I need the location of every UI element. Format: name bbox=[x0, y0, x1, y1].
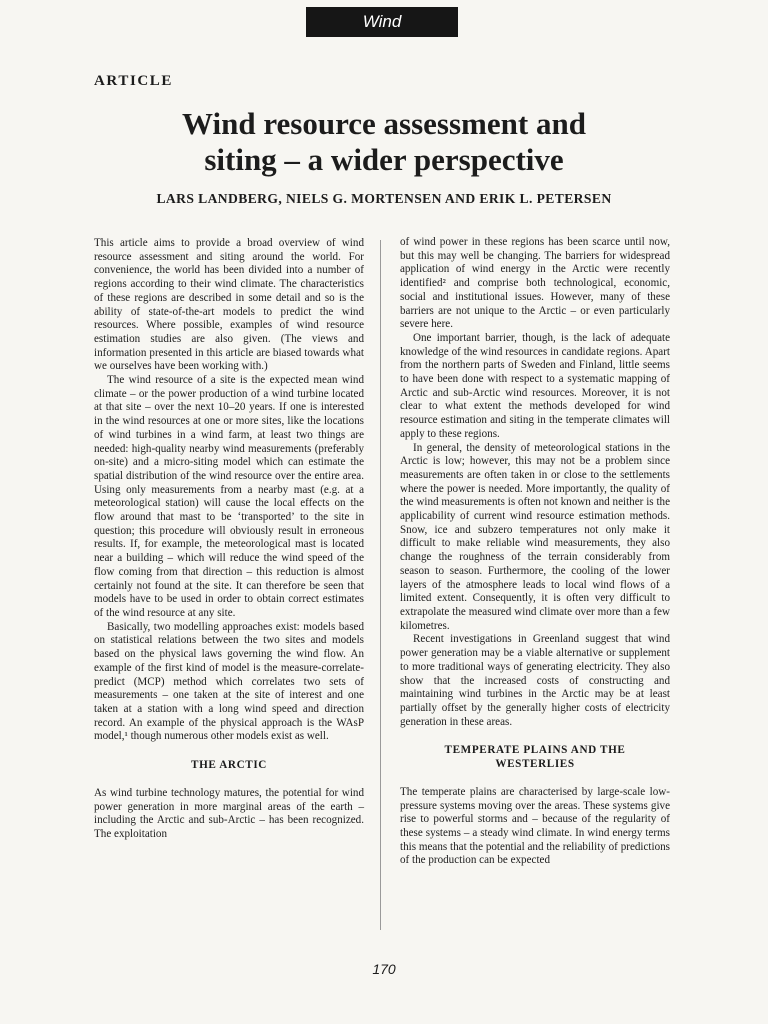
body-paragraph: As wind turbine technology matures, the potential for wind power generation in more marginal areas of the earth – including the Arctic and sub-Arctic – has been recognized. The exploitation bbox=[94, 786, 364, 840]
page-number: 170 bbox=[372, 961, 396, 977]
section-heading-temperate-plains bbox=[400, 744, 670, 772]
left-column bbox=[94, 237, 364, 842]
right-column bbox=[400, 236, 670, 868]
body-paragraph: In general, the density of meteorological stations in the Arctic is low; however, this may not be a problem since measurements are often taken in or close to the settlements where the power is needed. More importantly, the quality of the wind measurements is often not known and neither is the applicability of current wind resource estimation methods. Snow, ice and subzero temperatures not only make it difficult to make reliable wind measurements, they also change the roughness of the terrain considerably from season to season. Furthermore, the cooling of the lower layers of the atmosphere leads to local wind flows of a limited extent. Consequently, it is often very difficult to extrapolate the measured wind climate over more than a few kilometres. bbox=[400, 441, 670, 632]
body-paragraph: This article aims to provide a broad overview of wind resource assessment and siting around the world. For convenience, the world has been divided into a number of regions according to their wind climate. The characteristics of these regions are described in some detail and so is the ability of state-of-the-art models to predict the wind resources. Where possible, examples of wind resource estimation studies are also given. (The views and information presented in this article are biased towards what we ourselves have been working with.) bbox=[94, 237, 364, 373]
title-line-2: siting – a wider perspective bbox=[204, 142, 564, 177]
title-line-1: Wind resource assessment and bbox=[182, 106, 586, 141]
body-paragraph: of wind power in these regions has been scarce until now, but this may well be changing. The barriers for widespread application of wind energy in the Arctic were recently identified² and comprise both technological, economic, social and institutional issues. However, many of these barriers are not unique to the Arctic – or even particularly severe here. bbox=[400, 236, 670, 331]
section-header-box bbox=[306, 7, 458, 37]
section-heading-arctic: THE ARCTIC bbox=[191, 759, 267, 772]
body-paragraph: Recent investigations in Greenland suggest that wind power generation may be a viable alternative or supplement to more traditional ways of generating electricity. They also show that the increased costs of constructing and maintaining wind turbines in the Arctic may be at least partially offset by the generally higher costs of electricity generation in these areas. bbox=[400, 633, 670, 728]
column-divider bbox=[380, 240, 381, 930]
body-paragraph: Basically, two modelling approaches exist: models based on statistical relations between the two sites and models based on the physical laws governing the wind flow. An example of the first kind of model is the measure-correlate-predict (MCP) method which correlates two sets of measurements – one taken at the site of interest and one taken at a station with a long wind speed and direction record. An example of the physical approach is the WAsP model,¹ though numerous other models exist as well. bbox=[94, 620, 364, 743]
body-paragraph: One important barrier, though, is the lack of adequate knowledge of the wind resources in candidate regions. Apart from the northern parts of Sweden and Finland, little seems to have been done with respect to a systematic mapping of Arctic and sub-Arctic wind resources. Moreover, it is not clear to what extent the methods developed for wind resource estimation and siting in the temperate climates will apply to these regions. bbox=[400, 331, 670, 440]
body-paragraph: The temperate plains are characterised by large-scale low-pressure systems moving over the areas. These systems give rise to powerful storms and – because of the regularity of these systems – a steady wind climate. In wind energy terms this means that the potential and the reliability of predictions of the production can be expected bbox=[400, 785, 670, 867]
article-type-label: ARTICLE bbox=[94, 73, 174, 89]
section-label: Wind bbox=[362, 12, 402, 31]
body-paragraph: The wind resource of a site is the expected mean wind climate – or the power production of a wind turbine located at that site – over the next 10–20 years. If one is interested in the wind resources at one or more sites, like the locations of wind turbines in a wind farm, at least two things are needed: high-quality nearby wind measurements (preferably on-site) and a micro-siting model which can estimate the spatial distribution of the wind resource over the entire area. Using only measurements from a nearby mast (e.g. at a meteorological station) will cause the local effects on the flow around that mast to be ‘transported’ to the site in question; this procedure will obviously result in erroneous results. If, for example, the meteorological mast is located near a building – which will reduce the wind speed of the flow coming from that direction – this reduction is almost certainly not found at the site. It can therefore be seen that models have to be used in order to obtain correct estimates of the wind resource at any site. bbox=[94, 374, 364, 619]
heading-line-1: TEMPERATE PLAINS AND THE bbox=[444, 744, 626, 757]
article-title bbox=[90, 106, 678, 178]
heading-line-2: WESTERLIES bbox=[495, 758, 575, 771]
article-authors: LARS LANDBERG, NIELS G. MORTENSEN AND ERIK L. PETERSEN bbox=[156, 191, 612, 206]
